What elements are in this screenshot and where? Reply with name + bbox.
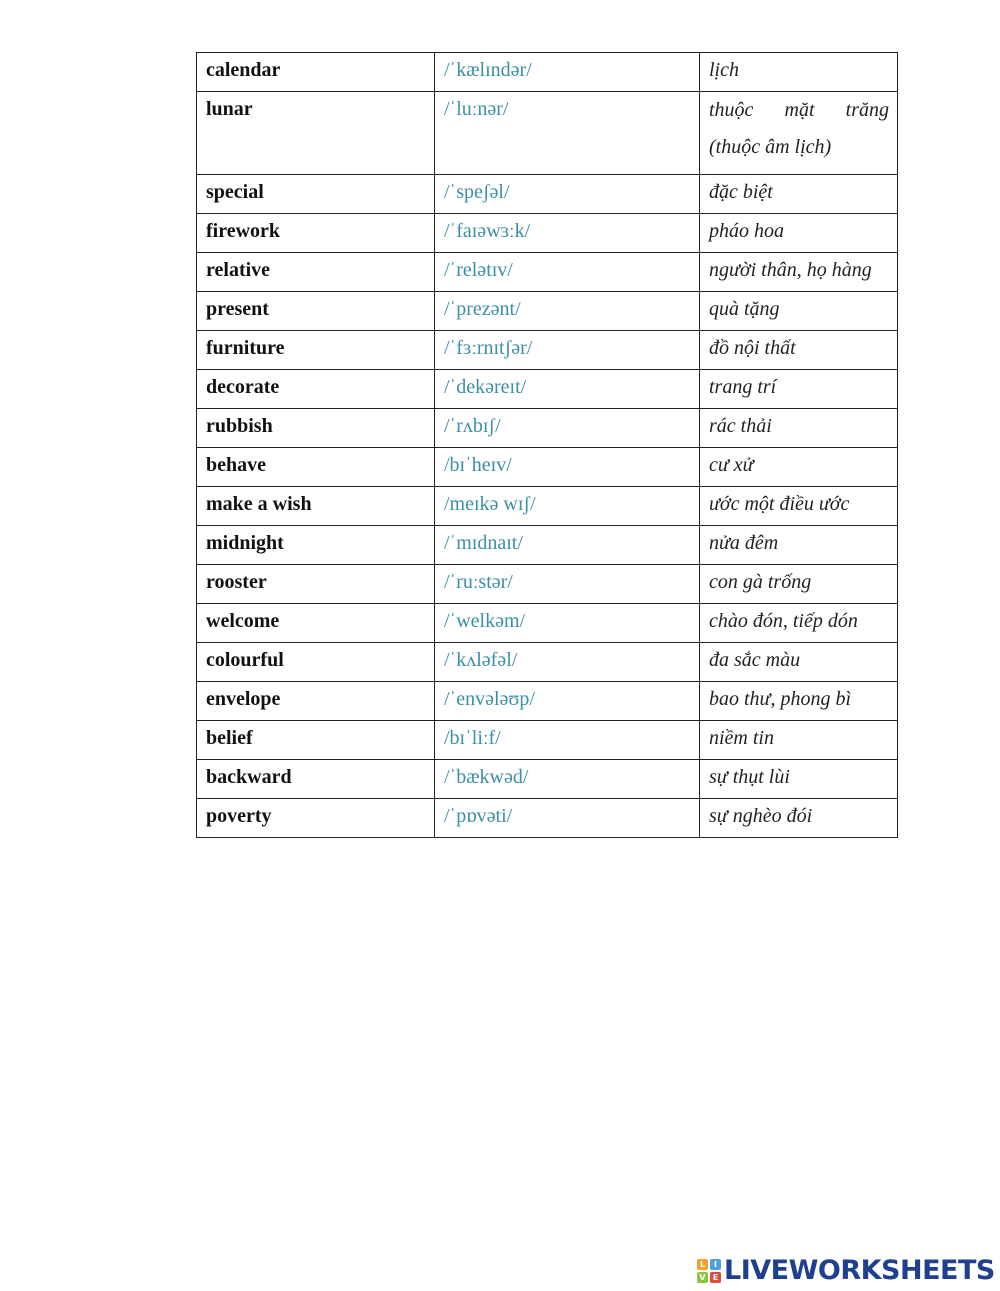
ipa-cell: /ˈbækwəd/ <box>435 760 700 799</box>
word-cell: poverty <box>197 799 435 838</box>
word-cell: rubbish <box>197 409 435 448</box>
word-cell: welcome <box>197 604 435 643</box>
meaning-cell: thuộc mặt trăng (thuộc âm lịch) <box>700 92 898 175</box>
meaning-cell: niềm tin <box>700 721 898 760</box>
word-cell: behave <box>197 448 435 487</box>
logo-letter: L <box>697 1259 708 1270</box>
meaning-cell: trang trí <box>700 370 898 409</box>
logo-letter: E <box>710 1272 721 1283</box>
word-cell: calendar <box>197 53 435 92</box>
table-row <box>197 53 898 92</box>
meaning-cell: bao thư, phong bì <box>700 682 898 721</box>
ipa-cell: /ˈkælɪndər/ <box>435 53 700 92</box>
meaning-cell: sự nghèo đói <box>700 799 898 838</box>
table-row <box>197 487 898 526</box>
meaning-cell: nửa đêm <box>700 526 898 565</box>
meaning-cell: quà tặng <box>700 292 898 331</box>
table-row <box>197 526 898 565</box>
word-cell: relative <box>197 253 435 292</box>
word-cell: envelope <box>197 682 435 721</box>
table-row <box>197 253 898 292</box>
table-row <box>197 604 898 643</box>
meaning-cell: cư xử <box>700 448 898 487</box>
ipa-cell: /bɪˈheɪv/ <box>435 448 700 487</box>
table-row <box>197 565 898 604</box>
meaning-cell: đồ nội thất <box>700 331 898 370</box>
logo-letter: V <box>697 1272 708 1283</box>
table-row <box>197 370 898 409</box>
meaning-cell: lịch <box>700 53 898 92</box>
meaning-cell: rác thải <box>700 409 898 448</box>
ipa-cell: /ˈenvələʊp/ <box>435 682 700 721</box>
meaning-cell: chào đón, tiếp dón <box>700 604 898 643</box>
ipa-cell: /ˈprezənt/ <box>435 292 700 331</box>
table-row <box>197 448 898 487</box>
word-cell: special <box>197 175 435 214</box>
meaning-cell: người thân, họ hàng <box>700 253 898 292</box>
word-cell: backward <box>197 760 435 799</box>
liveworksheets-logo[interactable] <box>697 1256 995 1286</box>
ipa-cell: /ˈfɜːrnɪtʃər/ <box>435 331 700 370</box>
meaning-cell: đa sắc màu <box>700 643 898 682</box>
word-cell: furniture <box>197 331 435 370</box>
ipa-cell: /ˈluːnər/ <box>435 92 700 175</box>
meaning-cell: ước một điều ước <box>700 487 898 526</box>
table-row <box>197 292 898 331</box>
vocabulary-table <box>196 52 898 838</box>
table-row <box>197 760 898 799</box>
ipa-cell: /ˈkʌləfəl/ <box>435 643 700 682</box>
word-cell: make a wish <box>197 487 435 526</box>
table-row <box>197 409 898 448</box>
table-row <box>197 331 898 370</box>
table-row <box>197 682 898 721</box>
ipa-cell: /ˈpɒvəti/ <box>435 799 700 838</box>
meaning-cell: pháo hoa <box>700 214 898 253</box>
word-cell: rooster <box>197 565 435 604</box>
ipa-cell: /ˈruːstər/ <box>435 565 700 604</box>
ipa-cell: /ˈrelətɪv/ <box>435 253 700 292</box>
ipa-cell: /ˈdekəreɪt/ <box>435 370 700 409</box>
meaning-cell: đặc biệt <box>700 175 898 214</box>
word-cell: lunar <box>197 92 435 175</box>
word-cell: belief <box>197 721 435 760</box>
ipa-cell: /ˈspeʃəl/ <box>435 175 700 214</box>
logo-letter: I <box>710 1259 721 1270</box>
ipa-cell: /ˈwelkəm/ <box>435 604 700 643</box>
table-row <box>197 175 898 214</box>
meaning-cell: sự thụt lùi <box>700 760 898 799</box>
ipa-cell: /ˈfaɪəwɜːk/ <box>435 214 700 253</box>
word-cell: colourful <box>197 643 435 682</box>
word-cell: present <box>197 292 435 331</box>
ipa-cell: /meɪkə wɪʃ/ <box>435 487 700 526</box>
word-cell: decorate <box>197 370 435 409</box>
table-row <box>197 799 898 838</box>
word-cell: midnight <box>197 526 435 565</box>
ipa-cell: /ˈrʌbɪʃ/ <box>435 409 700 448</box>
meaning-cell: con gà trống <box>700 565 898 604</box>
table-row <box>197 721 898 760</box>
table-row <box>197 643 898 682</box>
table-row <box>197 92 898 175</box>
word-cell: firework <box>197 214 435 253</box>
table-row <box>197 214 898 253</box>
ipa-cell: /bɪˈliːf/ <box>435 721 700 760</box>
liveworksheets-icon <box>697 1259 721 1283</box>
ipa-cell: /ˈmɪdnaɪt/ <box>435 526 700 565</box>
brand-name: LIVEWORKSHEETS <box>724 1255 995 1286</box>
